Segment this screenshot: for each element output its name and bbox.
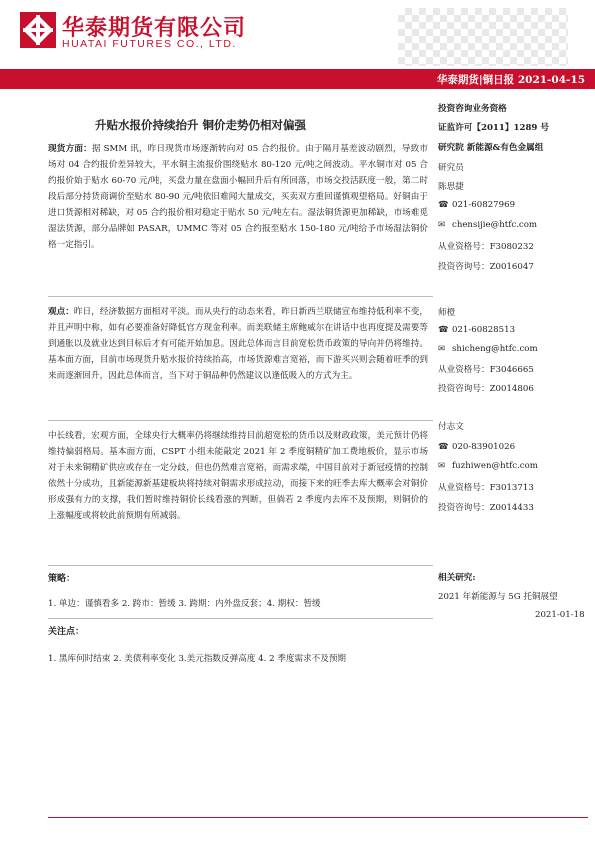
company-name-en: HUATAI FUTURES CO., LTD. [62, 38, 237, 50]
analyst-advisor: 投资咨询号：Z0014433 [438, 503, 534, 513]
strategy-label: 策略： [48, 574, 76, 584]
license-number: 证监许可【2011】1289 号 [438, 123, 549, 133]
divider [48, 565, 433, 566]
analyst-email[interactable]: chensijie@htfc.com [452, 220, 538, 230]
license-title: 投资咨询业务资格 [438, 104, 507, 114]
spot-section [48, 141, 428, 253]
analyst-name: 付志文 [438, 422, 464, 432]
report-title: 升贴水报价持续抬升 铜价走势仍相对偏强 [95, 118, 307, 132]
focus-text: 1. 黑库何时结束 2. 美债利率变化 3.美元指数反弹高度 4. 2 季度需求不及预期 [48, 654, 347, 664]
related-date: 2021-01-18 [535, 610, 585, 620]
email-icon: ✉ [438, 344, 446, 354]
view-lead: 观点： [48, 307, 74, 317]
company-name-cn: 华泰期货有限公司 [62, 16, 247, 41]
role-label: 研究员 [438, 163, 464, 173]
related-title[interactable]: 2021 年新能源与 5G 托铜展望 [438, 592, 558, 602]
email-icon: ✉ [438, 220, 446, 230]
long-term-section [48, 428, 428, 524]
analyst-phone: 021-60828513 [452, 325, 516, 335]
analyst-name: 师橙 [438, 308, 456, 318]
divider [48, 420, 433, 421]
header-pattern [398, 8, 568, 66]
analyst-cert: 从业资格号：F3080232 [438, 242, 534, 252]
spot-text: 据 SMM 讯，昨日现货市场逐渐转向对 05 合约报价。由于隔月基差波动剧烈，导致市场对 04 合约报价差异较大，平水铜主流报价围绕贴水 80-120 元/吨之间波动。平水铜市对 05 合约报价始于贴水 60-70 元/吨，买盘力量在盘面小幅回升后有所回落，市场交投活跃度一般，第二时段后部分持货商调价至贴水 80-90 元/吨依旧难闻大量成交，买卖双方重回谨慎观望格局。好铜由于进口货源相对稀缺，对 05 合约报价相对稳定于贴水 50 元/吨左右。湿法铜货源更加稀缺，市场难觅湿法货源，部分品牌如 PASAR，UMMC 等对 05 合约报至贴水 150-180 元/吨给予市场湿法铜价格一定指引。 [48, 144, 428, 250]
analyst-email[interactable]: shicheng@htfc.com [452, 344, 538, 354]
phone-icon: ☎ [438, 200, 449, 210]
analyst-name: 陈思捷 [438, 182, 464, 192]
bottom-rule [48, 817, 588, 818]
analyst-phone: 020-83901026 [452, 442, 516, 452]
analyst-phone: 021-60827969 [452, 200, 516, 210]
view-text: 昨日，经济数据方面相对平淡。而从央行的动态来看，昨日新西兰联储宣布维持低利率不变，并且声明中称，如有必要准备好降低官方现金利率。而美联储主席鲍威尔在讲话中也再度提及需要等到通胀以及就业达到目标后才有可能开始加息。因此总体而言目前宽松货币政策的导向并仍将维持。基本面方面，目前市场现货升贴水报价持续抬高，市场货源难言宽裕，而下游买兴则会随着旺季的到来而逐渐回升，因此总体而言，当下对于铜品种仍然建议以逢低吸入的方式为主。 [48, 307, 428, 381]
focus-label: 关注点： [48, 627, 85, 637]
divider [48, 618, 433, 619]
banner-title: 华泰期货|铜日报 2021-04-15 [436, 74, 585, 86]
long-term-text: 中长线看，宏观方面，全球央行大概率仍将继续维持目前超宽松的货币以及财政政策，美元预计仍将维持偏弱格局。基本面方面，CSPT 小组未能敲定 2021 年 2 季度铜精矿加工费地板价，显示市场对于未来铜精矿供应或存在一定分歧，但也仍然难言宽裕，而需求端，中国目前对于新冠疫情的控制依然十分成功，且新能源新基建板块将持续对铜需求形成拉动，而接下来的旺季去库大概率会对铜价形成强有力的支撑，我们暂时维持铜价长线看涨的判断，但倘若 2 季度内去库不及预期，则铜价的上涨幅度或将较此前预期有所减弱。 [48, 431, 428, 521]
header-banner [0, 69, 595, 89]
view-section [48, 304, 428, 384]
spot-lead: 现货方面： [48, 144, 92, 154]
analyst-cert: 从业资格号：F3046665 [438, 365, 534, 375]
analyst-cert: 从业资格号：F3013713 [438, 483, 534, 493]
department: 研究院 新能源&有色金属组 [438, 143, 544, 153]
email-icon: ✉ [438, 461, 446, 471]
phone-icon: ☎ [438, 442, 449, 452]
divider [48, 296, 433, 297]
related-label: 相关研究: [438, 573, 476, 583]
huatai-logo-icon [20, 12, 56, 48]
phone-icon: ☎ [438, 325, 449, 335]
analyst-email[interactable]: fuzhiwen@htfc.com [452, 461, 538, 471]
analyst-advisor: 投资咨询号：Z0016047 [438, 262, 534, 272]
strategy-text: 1. 单边：谨慎看多 2. 跨市：暂缓 3. 跨期：内外盘反套；4. 期权：暂缓 [48, 599, 321, 609]
analyst-advisor: 投资咨询号：Z0014806 [438, 384, 534, 394]
